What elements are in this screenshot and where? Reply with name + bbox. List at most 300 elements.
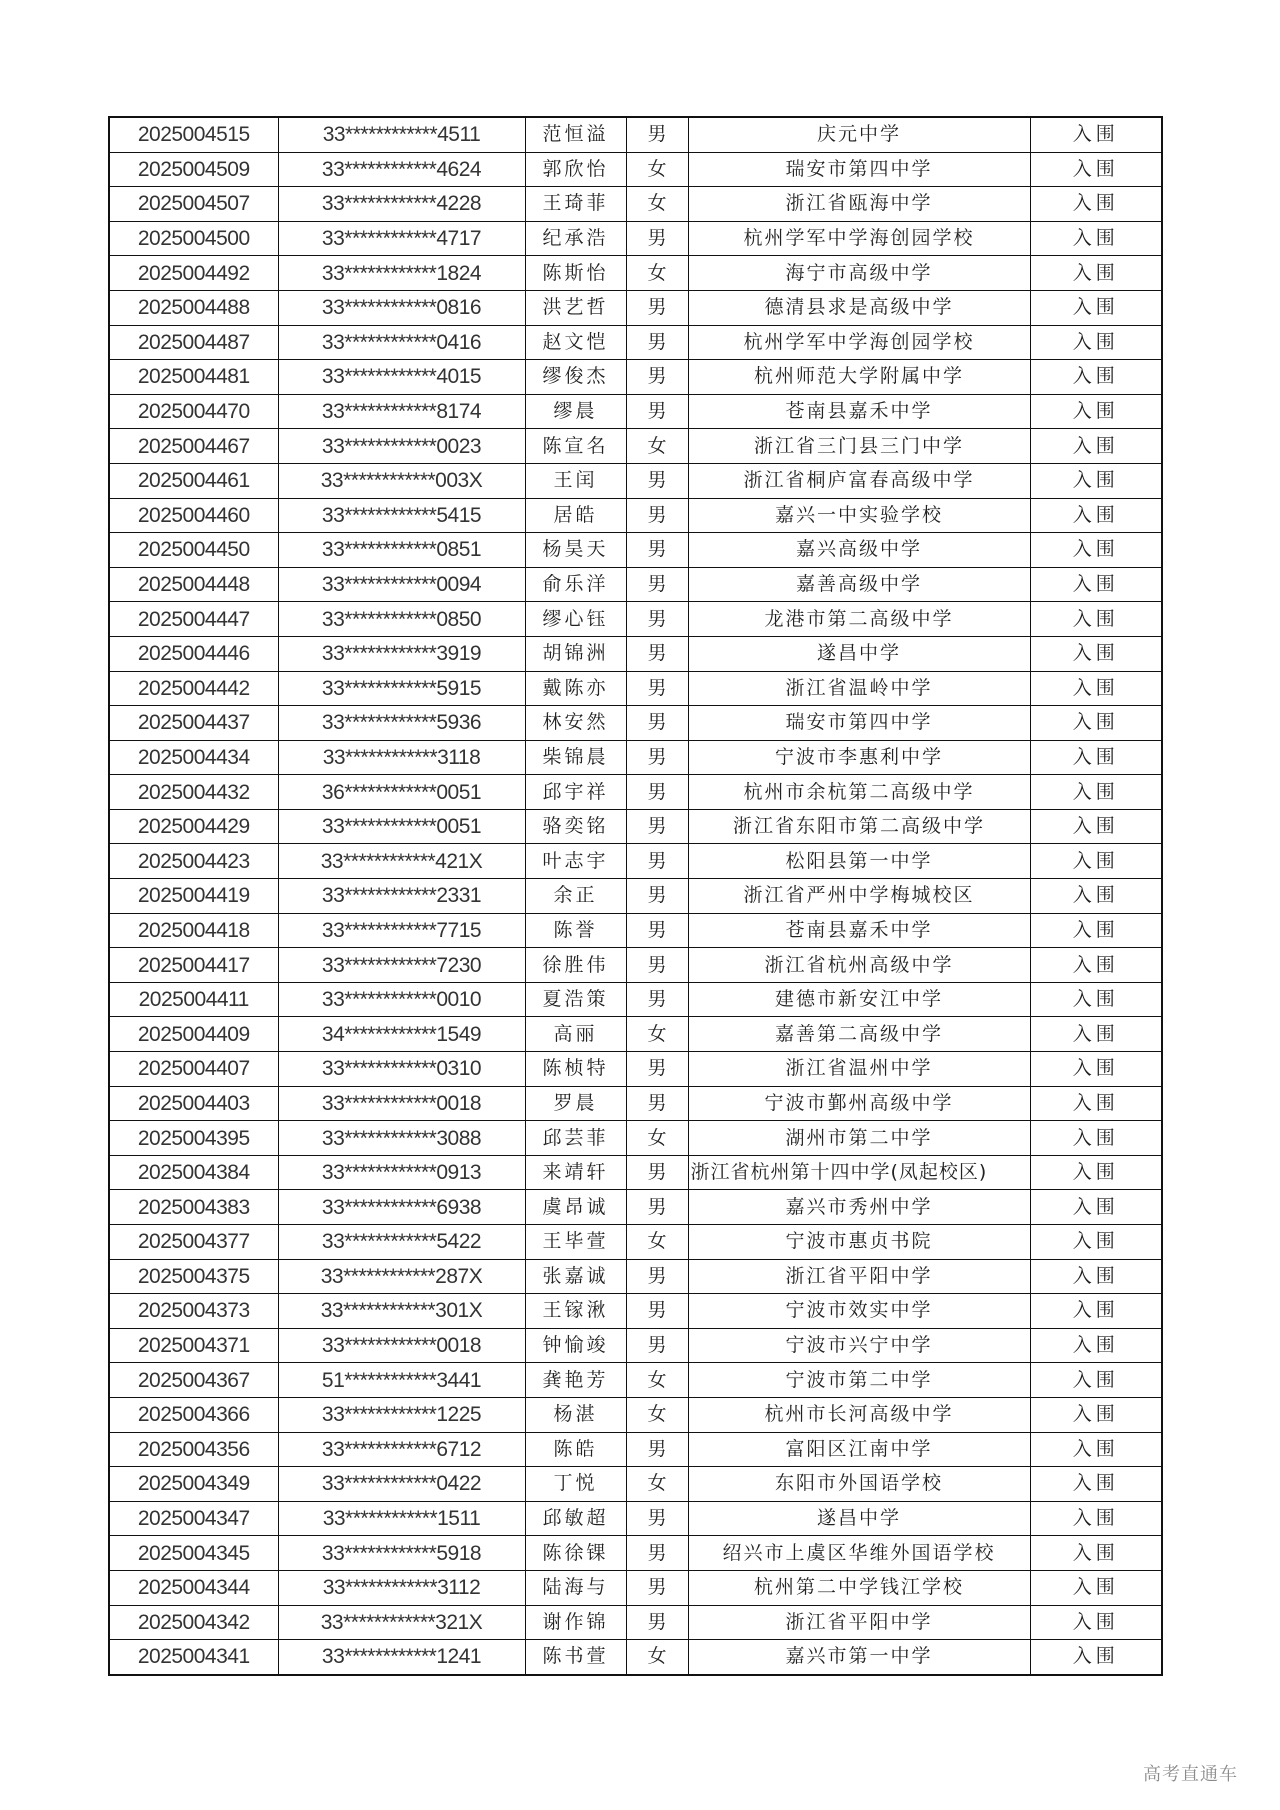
student-name-cell: 夏浩策: [525, 982, 626, 1017]
admission-list-table: [108, 116, 1163, 1676]
registration-number-cell: 2025004492: [109, 256, 278, 291]
school-name-cell: 富阳区江南中学: [688, 1432, 1030, 1467]
status-cell: 入围: [1030, 1259, 1162, 1294]
student-name-cell: 缪晨: [525, 394, 626, 429]
student-name-cell: 张嘉诚: [525, 1259, 626, 1294]
table-row: [109, 221, 1162, 256]
gender-cell: 女: [626, 429, 688, 464]
gender-cell: 男: [626, 1536, 688, 1571]
school-name-cell: 遂昌中学: [688, 636, 1030, 671]
status-cell: 入围: [1030, 1190, 1162, 1225]
id-number-cell: 33************5915: [278, 671, 525, 706]
status-cell: 入围: [1030, 256, 1162, 291]
registration-number-cell: 2025004509: [109, 152, 278, 187]
id-number-cell: 33************6938: [278, 1190, 525, 1225]
status-cell: 入围: [1030, 221, 1162, 256]
gender-cell: 男: [626, 602, 688, 637]
table-row: [109, 1017, 1162, 1052]
student-name-cell: 俞乐洋: [525, 567, 626, 602]
student-name-cell: 郭欣怡: [525, 152, 626, 187]
id-number-cell: 33************0094: [278, 567, 525, 602]
registration-number-cell: 2025004507: [109, 187, 278, 222]
registration-number-cell: 2025004419: [109, 879, 278, 914]
student-name-cell: 王琦菲: [525, 187, 626, 222]
status-cell: 入围: [1030, 1397, 1162, 1432]
table-row: [109, 117, 1162, 152]
student-name-cell: 邱敏超: [525, 1501, 626, 1536]
id-number-cell: 33************7715: [278, 913, 525, 948]
school-name-cell: 德清县求是高级中学: [688, 290, 1030, 325]
status-cell: 入围: [1030, 879, 1162, 914]
gender-cell: 男: [626, 1052, 688, 1087]
gender-cell: 男: [626, 1190, 688, 1225]
school-name-cell: 嘉兴一中实验学校: [688, 498, 1030, 533]
id-number-cell: 33************8174: [278, 394, 525, 429]
student-name-cell: 陈皓: [525, 1432, 626, 1467]
id-number-cell: 33************4717: [278, 221, 525, 256]
registration-number-cell: 2025004437: [109, 706, 278, 741]
registration-number-cell: 2025004446: [109, 636, 278, 671]
table-row: [109, 1605, 1162, 1640]
school-name-cell: 宁波市李惠利中学: [688, 740, 1030, 775]
id-number-cell: 33************5415: [278, 498, 525, 533]
id-number-cell: 33************1824: [278, 256, 525, 291]
student-name-cell: 柴锦晨: [525, 740, 626, 775]
id-number-cell: 33************321X: [278, 1605, 525, 1640]
school-name-cell: 宁波市兴宁中学: [688, 1328, 1030, 1363]
gender-cell: 男: [626, 913, 688, 948]
table-row: [109, 706, 1162, 741]
registration-number-cell: 2025004432: [109, 775, 278, 810]
student-name-cell: 陈桢特: [525, 1052, 626, 1087]
status-cell: 入围: [1030, 948, 1162, 983]
registration-number-cell: 2025004373: [109, 1294, 278, 1329]
id-number-cell: 33************3919: [278, 636, 525, 671]
status-cell: 入围: [1030, 1432, 1162, 1467]
id-number-cell: 33************0416: [278, 325, 525, 360]
status-cell: 入围: [1030, 1501, 1162, 1536]
school-name-cell: 浙江省温岭中学: [688, 671, 1030, 706]
table-row: [109, 325, 1162, 360]
status-cell: 入围: [1030, 671, 1162, 706]
student-name-cell: 杨湛: [525, 1397, 626, 1432]
student-name-cell: 骆奕铭: [525, 809, 626, 844]
id-number-cell: 33************0851: [278, 533, 525, 568]
school-name-cell: 浙江省平阳中学: [688, 1259, 1030, 1294]
table-row: [109, 567, 1162, 602]
gender-cell: 男: [626, 221, 688, 256]
gender-cell: 男: [626, 948, 688, 983]
table-row: [109, 1294, 1162, 1329]
gender-cell: 女: [626, 256, 688, 291]
table-row: [109, 152, 1162, 187]
gender-cell: 男: [626, 117, 688, 152]
registration-number-cell: 2025004447: [109, 602, 278, 637]
gender-cell: 男: [626, 1570, 688, 1605]
table-row: [109, 1328, 1162, 1363]
gender-cell: 男: [626, 671, 688, 706]
table-row: [109, 1155, 1162, 1190]
table-row: [109, 533, 1162, 568]
id-number-cell: 33************1225: [278, 1397, 525, 1432]
table-row: [109, 429, 1162, 464]
status-cell: 入围: [1030, 1155, 1162, 1190]
student-name-cell: 纪承浩: [525, 221, 626, 256]
student-name-cell: 陈斯怡: [525, 256, 626, 291]
id-number-cell: 33************0816: [278, 290, 525, 325]
registration-number-cell: 2025004349: [109, 1467, 278, 1502]
gender-cell: 男: [626, 1328, 688, 1363]
table-row: [109, 775, 1162, 810]
id-number-cell: 33************4511: [278, 117, 525, 152]
status-cell: 入围: [1030, 1086, 1162, 1121]
status-cell: 入围: [1030, 602, 1162, 637]
school-name-cell: 浙江省杭州第十四中学(凤起校区): [688, 1155, 1030, 1190]
status-cell: 入围: [1030, 360, 1162, 395]
status-cell: 入围: [1030, 152, 1162, 187]
registration-number-cell: 2025004345: [109, 1536, 278, 1571]
status-cell: 入围: [1030, 844, 1162, 879]
table-row: [109, 498, 1162, 533]
status-cell: 入围: [1030, 775, 1162, 810]
registration-number-cell: 2025004423: [109, 844, 278, 879]
id-number-cell: 33************7230: [278, 948, 525, 983]
school-name-cell: 湖州市第二中学: [688, 1121, 1030, 1156]
table-row: [109, 360, 1162, 395]
id-number-cell: 33************0913: [278, 1155, 525, 1190]
status-cell: 入围: [1030, 498, 1162, 533]
table-row: [109, 1363, 1162, 1398]
school-name-cell: 苍南县嘉禾中学: [688, 913, 1030, 948]
student-name-cell: 高丽: [525, 1017, 626, 1052]
registration-number-cell: 2025004417: [109, 948, 278, 983]
student-name-cell: 戴陈亦: [525, 671, 626, 706]
table-row: [109, 982, 1162, 1017]
id-number-cell: 33************4015: [278, 360, 525, 395]
status-cell: 入围: [1030, 533, 1162, 568]
school-name-cell: 瑞安市第四中学: [688, 706, 1030, 741]
student-name-cell: 罗晨: [525, 1086, 626, 1121]
id-number-cell: 33************3118: [278, 740, 525, 775]
gender-cell: 男: [626, 1259, 688, 1294]
student-name-cell: 叶志宇: [525, 844, 626, 879]
status-cell: 入围: [1030, 1017, 1162, 1052]
registration-number-cell: 2025004342: [109, 1605, 278, 1640]
student-name-cell: 陆海与: [525, 1570, 626, 1605]
student-name-cell: 龚艳芳: [525, 1363, 626, 1398]
registration-number-cell: 2025004411: [109, 982, 278, 1017]
gender-cell: 女: [626, 152, 688, 187]
school-name-cell: 嘉兴市第一中学: [688, 1640, 1030, 1675]
gender-cell: 男: [626, 1501, 688, 1536]
gender-cell: 女: [626, 1225, 688, 1260]
registration-number-cell: 2025004347: [109, 1501, 278, 1536]
table-row: [109, 463, 1162, 498]
id-number-cell: 33************0018: [278, 1086, 525, 1121]
status-cell: 入围: [1030, 1225, 1162, 1260]
school-name-cell: 庆元中学: [688, 117, 1030, 152]
registration-number-cell: 2025004375: [109, 1259, 278, 1294]
school-name-cell: 浙江省严州中学梅城校区: [688, 879, 1030, 914]
id-number-cell: 33************0018: [278, 1328, 525, 1363]
student-name-cell: 胡锦洲: [525, 636, 626, 671]
gender-cell: 男: [626, 1432, 688, 1467]
gender-cell: 女: [626, 1640, 688, 1675]
student-name-cell: 丁悦: [525, 1467, 626, 1502]
table-row: [109, 879, 1162, 914]
table-row: [109, 602, 1162, 637]
school-name-cell: 杭州市余杭第二高级中学: [688, 775, 1030, 810]
school-name-cell: 嘉善第二高级中学: [688, 1017, 1030, 1052]
table-row: [109, 1501, 1162, 1536]
gender-cell: 女: [626, 1363, 688, 1398]
id-number-cell: 33************5918: [278, 1536, 525, 1571]
table-row: [109, 636, 1162, 671]
registration-number-cell: 2025004395: [109, 1121, 278, 1156]
gender-cell: 男: [626, 636, 688, 671]
registration-number-cell: 2025004467: [109, 429, 278, 464]
table-row: [109, 671, 1162, 706]
student-name-cell: 居皓: [525, 498, 626, 533]
id-number-cell: 34************1549: [278, 1017, 525, 1052]
school-name-cell: 浙江省东阳市第二高级中学: [688, 809, 1030, 844]
school-name-cell: 杭州学军中学海创园学校: [688, 221, 1030, 256]
id-number-cell: 33************287X: [278, 1259, 525, 1294]
student-name-cell: 王镓湫: [525, 1294, 626, 1329]
student-name-cell: 钟愉竣: [525, 1328, 626, 1363]
school-name-cell: 浙江省温州中学: [688, 1052, 1030, 1087]
table-row: [109, 394, 1162, 429]
student-name-cell: 王毕萱: [525, 1225, 626, 1260]
registration-number-cell: 2025004344: [109, 1570, 278, 1605]
id-number-cell: 33************1241: [278, 1640, 525, 1675]
school-name-cell: 杭州师范大学附属中学: [688, 360, 1030, 395]
table-row: [109, 809, 1162, 844]
id-number-cell: 33************0310: [278, 1052, 525, 1087]
status-cell: 入围: [1030, 1121, 1162, 1156]
student-name-cell: 范恒溢: [525, 117, 626, 152]
status-cell: 入围: [1030, 117, 1162, 152]
student-name-cell: 缪心钰: [525, 602, 626, 637]
registration-number-cell: 2025004450: [109, 533, 278, 568]
registration-number-cell: 2025004377: [109, 1225, 278, 1260]
school-name-cell: 浙江省三门县三门中学: [688, 429, 1030, 464]
gender-cell: 男: [626, 394, 688, 429]
id-number-cell: 33************0850: [278, 602, 525, 637]
student-name-cell: 王闰: [525, 463, 626, 498]
registration-number-cell: 2025004481: [109, 360, 278, 395]
gender-cell: 女: [626, 187, 688, 222]
gender-cell: 男: [626, 879, 688, 914]
registration-number-cell: 2025004366: [109, 1397, 278, 1432]
table-row: [109, 1570, 1162, 1605]
status-cell: 入围: [1030, 1294, 1162, 1329]
gender-cell: 男: [626, 982, 688, 1017]
student-name-cell: 陈宣名: [525, 429, 626, 464]
school-name-cell: 浙江省瓯海中学: [688, 187, 1030, 222]
gender-cell: 男: [626, 360, 688, 395]
table-row: [109, 1640, 1162, 1675]
status-cell: 入围: [1030, 1570, 1162, 1605]
table-row: [109, 1536, 1162, 1571]
status-cell: 入围: [1030, 740, 1162, 775]
status-cell: 入围: [1030, 394, 1162, 429]
id-number-cell: 33************5422: [278, 1225, 525, 1260]
student-name-cell: 谢作锦: [525, 1605, 626, 1640]
table-row: [109, 740, 1162, 775]
gender-cell: 男: [626, 290, 688, 325]
gender-cell: 男: [626, 809, 688, 844]
id-number-cell: 33************0422: [278, 1467, 525, 1502]
status-cell: 入围: [1030, 567, 1162, 602]
status-cell: 入围: [1030, 429, 1162, 464]
student-name-cell: 虞昂诚: [525, 1190, 626, 1225]
student-name-cell: 邱芸菲: [525, 1121, 626, 1156]
status-cell: 入围: [1030, 1467, 1162, 1502]
table-row: [109, 913, 1162, 948]
student-name-cell: 陈书萱: [525, 1640, 626, 1675]
id-number-cell: 33************301X: [278, 1294, 525, 1329]
status-cell: 入围: [1030, 706, 1162, 741]
table-row: [109, 948, 1162, 983]
status-cell: 入围: [1030, 1328, 1162, 1363]
student-name-cell: 陈誉: [525, 913, 626, 948]
gender-cell: 男: [626, 1294, 688, 1329]
registration-number-cell: 2025004460: [109, 498, 278, 533]
school-name-cell: 嘉兴市秀州中学: [688, 1190, 1030, 1225]
table-row: [109, 1397, 1162, 1432]
registration-number-cell: 2025004341: [109, 1640, 278, 1675]
table-row: [109, 1259, 1162, 1294]
status-cell: 入围: [1030, 325, 1162, 360]
id-number-cell: 33************0051: [278, 809, 525, 844]
gender-cell: 男: [626, 1086, 688, 1121]
registration-number-cell: 2025004383: [109, 1190, 278, 1225]
registration-number-cell: 2025004367: [109, 1363, 278, 1398]
student-name-cell: 陈徐锞: [525, 1536, 626, 1571]
school-name-cell: 苍南县嘉禾中学: [688, 394, 1030, 429]
table-row: [109, 187, 1162, 222]
gender-cell: 男: [626, 1155, 688, 1190]
registration-number-cell: 2025004448: [109, 567, 278, 602]
table-row: [109, 256, 1162, 291]
gender-cell: 男: [626, 706, 688, 741]
registration-number-cell: 2025004461: [109, 463, 278, 498]
id-number-cell: 33************0010: [278, 982, 525, 1017]
registration-number-cell: 2025004487: [109, 325, 278, 360]
status-cell: 入围: [1030, 187, 1162, 222]
registration-number-cell: 2025004407: [109, 1052, 278, 1087]
registration-number-cell: 2025004384: [109, 1155, 278, 1190]
id-number-cell: 36************0051: [278, 775, 525, 810]
registration-number-cell: 2025004429: [109, 809, 278, 844]
gender-cell: 男: [626, 325, 688, 360]
registration-number-cell: 2025004434: [109, 740, 278, 775]
school-name-cell: 海宁市高级中学: [688, 256, 1030, 291]
student-name-cell: 洪艺哲: [525, 290, 626, 325]
gender-cell: 女: [626, 1121, 688, 1156]
status-cell: 入围: [1030, 982, 1162, 1017]
student-name-cell: 来靖轩: [525, 1155, 626, 1190]
registration-number-cell: 2025004403: [109, 1086, 278, 1121]
gender-cell: 男: [626, 775, 688, 810]
id-number-cell: 33************6712: [278, 1432, 525, 1467]
table-row: [109, 1467, 1162, 1502]
student-name-cell: 赵文恺: [525, 325, 626, 360]
school-name-cell: 浙江省杭州高级中学: [688, 948, 1030, 983]
watermark-text: 高考直通车: [1143, 1764, 1238, 1785]
status-cell: 入围: [1030, 913, 1162, 948]
status-cell: 入围: [1030, 1052, 1162, 1087]
registration-number-cell: 2025004470: [109, 394, 278, 429]
table-row: [109, 290, 1162, 325]
status-cell: 入围: [1030, 290, 1162, 325]
registration-number-cell: 2025004418: [109, 913, 278, 948]
table-row: [109, 1086, 1162, 1121]
student-name-cell: 邱宇祥: [525, 775, 626, 810]
registration-number-cell: 2025004371: [109, 1328, 278, 1363]
status-cell: 入围: [1030, 463, 1162, 498]
table-row: [109, 1432, 1162, 1467]
status-cell: 入围: [1030, 1605, 1162, 1640]
school-name-cell: 遂昌中学: [688, 1501, 1030, 1536]
id-number-cell: 33************5936: [278, 706, 525, 741]
school-name-cell: 杭州市长河高级中学: [688, 1397, 1030, 1432]
gender-cell: 男: [626, 844, 688, 879]
school-name-cell: 宁波市惠贞书院: [688, 1225, 1030, 1260]
student-name-cell: 余正: [525, 879, 626, 914]
school-name-cell: 杭州学军中学海创园学校: [688, 325, 1030, 360]
school-name-cell: 杭州第二中学钱江学校: [688, 1570, 1030, 1605]
school-name-cell: 嘉兴高级中学: [688, 533, 1030, 568]
gender-cell: 男: [626, 740, 688, 775]
id-number-cell: 51************3441: [278, 1363, 525, 1398]
status-cell: 入围: [1030, 636, 1162, 671]
school-name-cell: 浙江省桐庐富春高级中学: [688, 463, 1030, 498]
school-name-cell: 松阳县第一中学: [688, 844, 1030, 879]
id-number-cell: 33************4228: [278, 187, 525, 222]
school-name-cell: 建德市新安江中学: [688, 982, 1030, 1017]
id-number-cell: 33************003X: [278, 463, 525, 498]
id-number-cell: 33************3088: [278, 1121, 525, 1156]
registration-number-cell: 2025004488: [109, 290, 278, 325]
school-name-cell: 宁波市第二中学: [688, 1363, 1030, 1398]
status-cell: 入围: [1030, 1536, 1162, 1571]
table-row: [109, 1121, 1162, 1156]
gender-cell: 男: [626, 498, 688, 533]
registration-number-cell: 2025004500: [109, 221, 278, 256]
status-cell: 入围: [1030, 1363, 1162, 1398]
school-name-cell: 宁波市鄞州高级中学: [688, 1086, 1030, 1121]
status-cell: 入围: [1030, 1640, 1162, 1675]
gender-cell: 女: [626, 1397, 688, 1432]
id-number-cell: 33************4624: [278, 152, 525, 187]
table-row: [109, 1190, 1162, 1225]
registration-number-cell: 2025004442: [109, 671, 278, 706]
admission-list-body: [109, 117, 1162, 1675]
id-number-cell: 33************421X: [278, 844, 525, 879]
registration-number-cell: 2025004515: [109, 117, 278, 152]
student-name-cell: 徐胜伟: [525, 948, 626, 983]
gender-cell: 男: [626, 1605, 688, 1640]
gender-cell: 女: [626, 1017, 688, 1052]
gender-cell: 男: [626, 533, 688, 568]
registration-number-cell: 2025004409: [109, 1017, 278, 1052]
registration-number-cell: 2025004356: [109, 1432, 278, 1467]
status-cell: 入围: [1030, 809, 1162, 844]
table-row: [109, 1225, 1162, 1260]
school-name-cell: 浙江省平阳中学: [688, 1605, 1030, 1640]
